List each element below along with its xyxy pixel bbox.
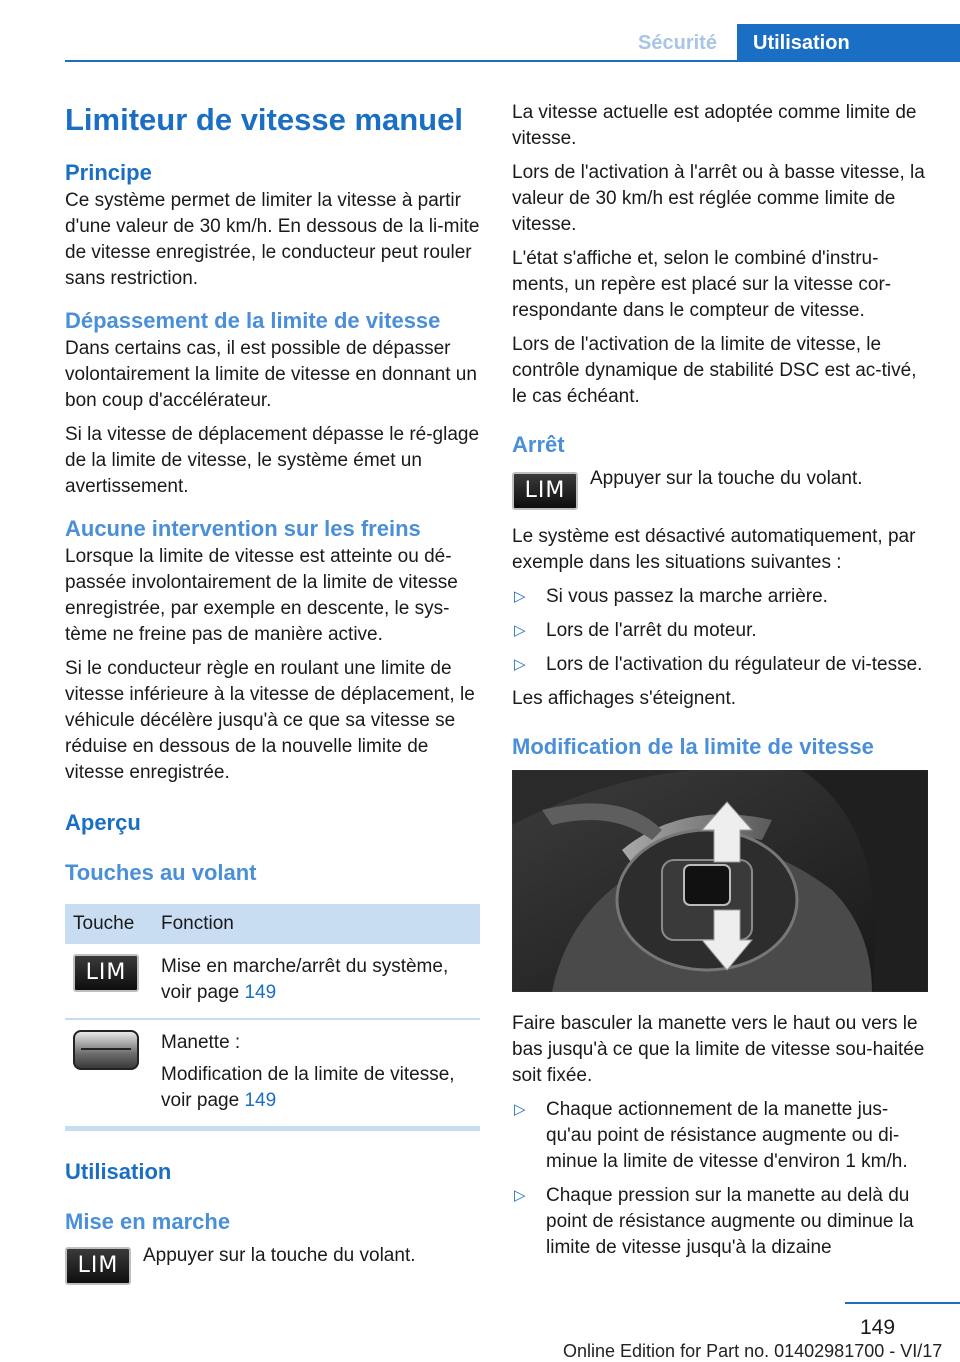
right-text-1: La vitesse actuelle est adoptée comme limite de vitesse. [512, 102, 917, 149]
depassement-text-2: Si la vitesse de déplacement dépasse le ré-glage de la limite de vitesse, le système émet un avertissement. [65, 424, 480, 497]
depassement-text-1: Dans certains cas, il est possible de dépasser volontairement la limite de vitesse en donnant un bon coup d'accélérateur. [65, 338, 477, 411]
page-link[interactable]: 149 [244, 1090, 277, 1111]
table-cell-fonction: Manette : Modification de la limite de vitesse, voir page 149 [153, 1019, 480, 1129]
freins-text-1: Lorsque la limite de vitesse est atteinte ou dé-passée involontairement de la limite de vitesse enregistrée, par exemple en descente, le sys-tème ne freine pas de manière active. [65, 546, 458, 645]
lim-instruction [65, 1241, 480, 1285]
keys-table [65, 904, 480, 1131]
right-text-4: Lors de l'activation de la limite de vitesse, le contrôle dynamique de stabilité DSC est ac-tivé, le cas échéant. [512, 334, 917, 407]
lim-instruction [512, 466, 928, 510]
heading-depassement: Dépassement de la limite de vitesse [65, 308, 441, 333]
page-link[interactable]: 149 [244, 982, 277, 1003]
table-row [65, 944, 480, 1019]
rocker-switch-icon [73, 1030, 139, 1070]
page-title: Limiteur de vitesse manuel [65, 102, 463, 137]
arret-text: Appuyer sur la touche du volant. [590, 468, 863, 489]
modif-paragraph: Faire basculer la manette vers le haut ou vers le bas jusqu'à ce que la limite de vitesse sou-haitée soit fixée. [512, 1013, 925, 1086]
list-item: ▷ Lors de l'activation du régulateur de vi-tesse. [512, 652, 928, 678]
page-number: 149 [860, 1316, 896, 1339]
tab-utilisation[interactable]: Utilisation [737, 24, 960, 62]
lim-button-icon: LIM [65, 1247, 131, 1285]
heading-principe: Principe [65, 160, 152, 185]
lim-button-icon: LIM [73, 954, 139, 992]
list-item: ▷ Si vous passez la marche arrière. [512, 584, 928, 610]
triangle-bullet-icon: ▷ [514, 622, 526, 639]
steering-wheel-photo [512, 770, 928, 992]
list-item: ▷ Chaque pression sur la manette au delà du point de résistance augmente ou diminue la limite de vitesse jusqu'à la dizaine [514, 1185, 914, 1258]
triangle-bullet-icon: ▷ [514, 656, 526, 673]
heading-apercu: Aperçu [65, 810, 141, 835]
right-text-2: Lors de l'activation à l'arrêt ou à basse vitesse, la valeur de 30 km/h est réglée comme limite de vitesse. [512, 162, 925, 235]
table-header-row [65, 904, 480, 944]
heading-mise-en-marche: Mise en marche [65, 1209, 231, 1234]
left-column [65, 100, 480, 1299]
edition-footer: Online Edition for Part no. 01402981700 - VI/17 [563, 1341, 943, 1361]
right-text-3: L'état s'affiche et, selon le combiné d'instru-ments, un repère est placé sur la vitesse cor-respondante dans le compteur de vitesse. [512, 248, 892, 321]
modif-list [512, 1097, 928, 1261]
principe-text: Ce système permet de limiter la vitesse à partir d'une valeur de 30 km/h. En dessous de la li-mite de vitesse enregistrée, le conducteur peut rouler sans restriction. [65, 190, 480, 289]
heading-modification: Modification de la limite de vitesse [512, 734, 874, 759]
header-rule [65, 60, 960, 62]
list-item: ▷ Chaque actionnement de la manette jus-qu'au point de résistance augmente ou di-minue la limite de vitesse d'environ 1 km/h. [514, 1099, 908, 1172]
arret-paragraph: Le système est désactivé automatiquement, par exemple dans les situations suivantes : [512, 526, 916, 573]
table-header-touche: Touche [65, 904, 153, 944]
affichages-text: Les affichages s'éteignent. [512, 688, 737, 709]
triangle-bullet-icon: ▷ [514, 1101, 526, 1118]
marche-text: Appuyer sur la touche du volant. [143, 1245, 416, 1266]
triangle-bullet-icon: ▷ [514, 588, 526, 605]
heading-freins: Aucune intervention sur les freins [65, 516, 421, 541]
lim-button-icon: LIM [512, 472, 578, 510]
heading-touches: Touches au volant [65, 860, 257, 885]
right-column [512, 100, 928, 1269]
footer-rule [845, 1302, 960, 1304]
tab-securite[interactable]: Sécurité [638, 32, 717, 54]
list-item: ▷ Lors de l'arrêt du moteur. [512, 618, 928, 644]
arret-list [512, 584, 928, 678]
heading-arret: Arrêt [512, 432, 565, 457]
heading-utilisation: Utilisation [65, 1159, 172, 1184]
table-header-fonction: Fonction [153, 904, 480, 944]
table-cell-fonction: Mise en marche/arrêt du système, voir page 149 [153, 944, 480, 1019]
freins-text-2: Si le conducteur règle en roulant une limite de vitesse inférieure à la vitesse de déplacement, le véhicule décélère jusqu'à ce que sa vitesse se réduise en dessous de la nouvelle limite de vitesse enregistrée. [65, 658, 475, 783]
triangle-bullet-icon: ▷ [514, 1187, 526, 1204]
table-row [65, 1019, 480, 1129]
